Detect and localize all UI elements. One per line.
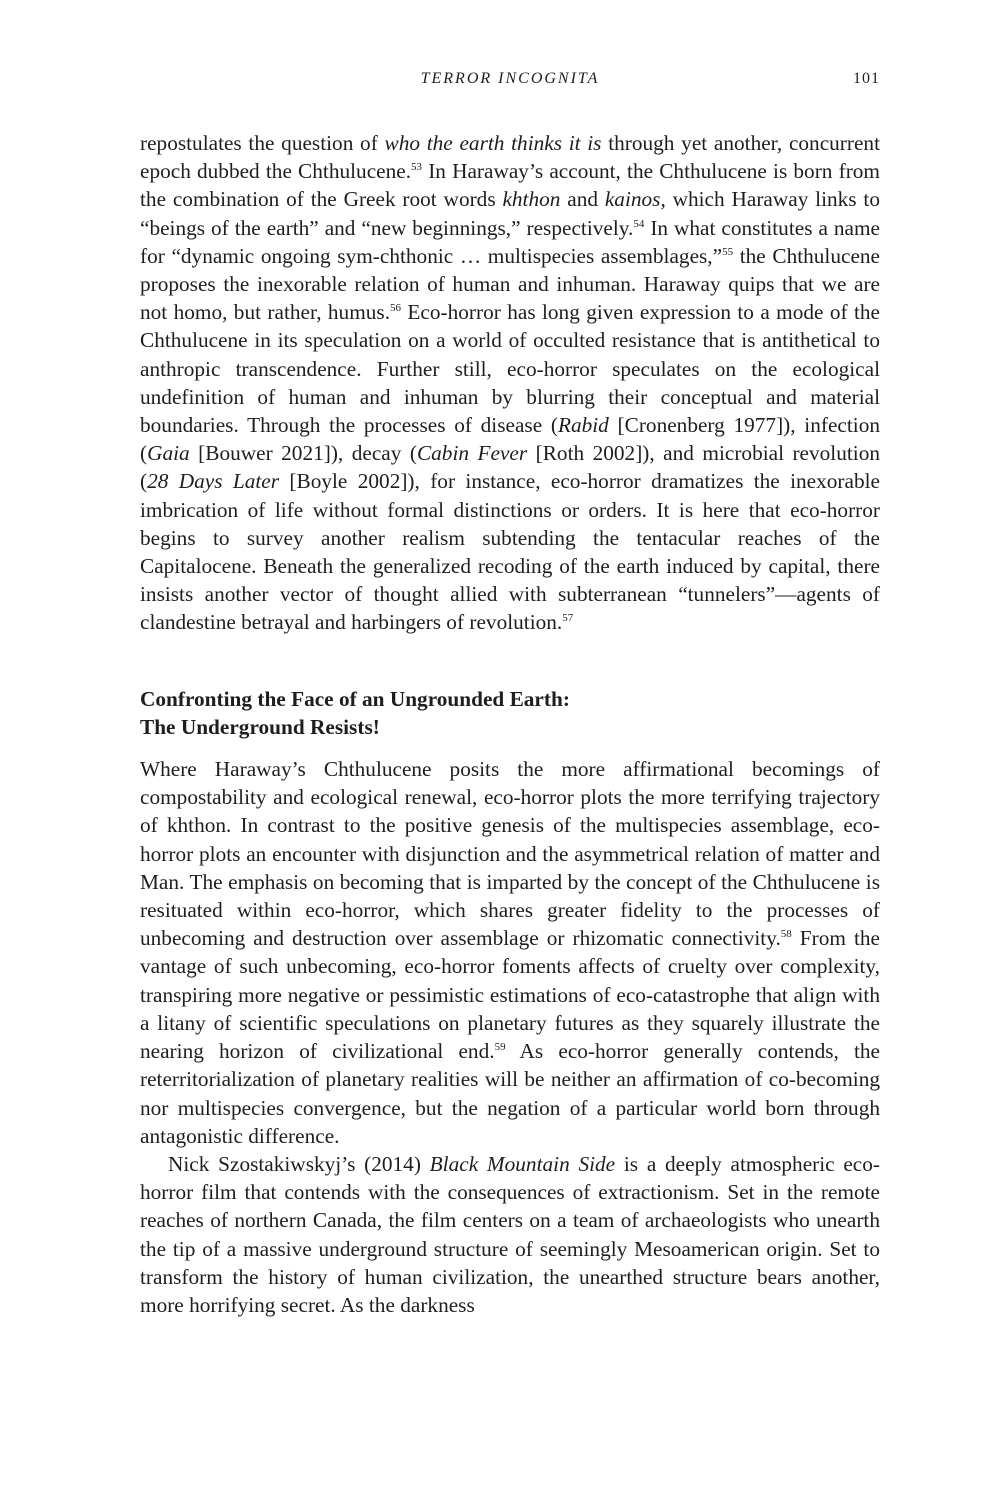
text-run: [Boyle 2002]), for instance, eco-horror dramatizes the inexorable imbrication of life without formal distinctions or orders. It is here that eco-horror begins to survey another realism subtending the tentacular reaches of the Capitalocene. Beneath the generalized recoding of the earth induced by capital, there insists another vector of thought allied with subterranean “tunnelers”—agents of clandestine betrayal and harbingers of revolution.	[140, 469, 880, 635]
text-run: In what constitutes a name for “dynamic ongoing sym-chthonic … multispecies assemblages,”	[140, 215, 880, 268]
footnote-marker: 57	[562, 612, 574, 625]
text-run: In Haraway’s account, the Chthulucene is born from the combination of the Greek root words	[140, 159, 880, 212]
italic-text: 28 Days Later	[147, 469, 280, 494]
paragraph	[140, 1150, 880, 1319]
text-run: and	[560, 187, 605, 212]
footnote-marker: 55	[722, 245, 734, 258]
text-run: through yet another, concurrent epoch dubbed the Chthulucene.	[140, 131, 880, 184]
running-title: TERROR INCOGNITA	[420, 70, 600, 87]
footnote-marker: 56	[390, 302, 402, 315]
text-run: As eco-horror generally contends, the reterritorialization of planetary realities will be neither an affirmation of co-becoming nor multispecies convergence, but the negation of a particular world born through antagonistic difference.	[140, 1039, 881, 1148]
footnote-marker: 53	[411, 161, 423, 174]
body-text	[140, 129, 880, 1319]
footnote-marker: 59	[494, 1041, 506, 1054]
text-run: Eco-horror has long given expression to a mode of the Chthulucene in its speculation on a world of occulted resistance that is antithetical to anthropic transcendence. Further still, eco-horror speculates on the ecological undefinition of human and inhuman by blurring their conceptual and material boundaries. Through the processes of disease (	[140, 300, 880, 438]
page-number: 101	[853, 70, 880, 87]
text-run: [Bouwer 2021]), decay (	[189, 441, 417, 466]
text-run: Where Haraway’s Chthulucene posits the more affirmational becomings of compostability and ecological renewal, eco-horror plots the more terrifying trajectory of khthon. In contrast to the positive genesis of the multispecies assemblage, eco-horror plots an encounter with disjunction and the asymmetrical relation of matter and Man. The emphasis on becoming that is imparted by the concept of the Chthulucene is resituated within eco-horror, which shares greater fidelity to the processes of unbecoming and destruction over assemblage or rhizomatic connectivity.	[140, 757, 880, 951]
text-run: repostulates the question of	[140, 131, 385, 155]
paragraph	[140, 755, 880, 1150]
section-heading-line-2: The Underground Resists!	[140, 714, 380, 739]
text-run: Nick Szostakiwskyj’s (2014)	[168, 1151, 430, 1176]
italic-text: Cabin Fever	[416, 441, 528, 466]
text-run: is a deeply atmospheric eco-horror film that contends with the consequences of extractionism. Set in the remote reaches of northern Canada, the film centers on a team of archaeologists who unearth the tip of a massive underground structure of seemingly Mesoamerican origin. Set to transform the history of human civilization, the unearthed structure bears another, more horrifying secret. As the darkness	[140, 1151, 880, 1317]
italic-text: Gaia	[147, 441, 190, 466]
footnote-marker: 58	[780, 928, 792, 941]
section-heading	[140, 685, 880, 741]
text-run: [Roth 2002]), and microbial revolution (	[140, 441, 881, 494]
text-run: the Chthulucene proposes the inexorable relation of human and inhuman. Haraway quips that we are not homo, but rather, humus.	[140, 243, 880, 325]
italic-text: kainos	[604, 187, 661, 212]
section-heading-line-1: Confronting the Face of an Ungrounded Earth:	[140, 686, 570, 711]
running-head	[140, 70, 880, 100]
text-run: [Cronenberg 1977]), infection (	[140, 413, 880, 466]
italic-text: khthon	[502, 187, 561, 212]
text-run: From the vantage of such unbecoming, eco-horror foments affects of cruelty over complexity, transpiring more negative or pessimistic estimations of eco-catastrophe that align with a litany of scientific speculations on planetary futures as they squarely illustrate the nearing horizon of civilizational end.	[140, 926, 880, 1064]
paragraph	[140, 129, 880, 637]
italic-text: Rabid	[557, 413, 609, 438]
footnote-marker: 54	[633, 217, 645, 230]
text-run: , which Haraway links to “beings of the earth” and “new beginnings,” respectively.	[140, 187, 880, 240]
italic-text: Black Mountain Side	[429, 1151, 616, 1176]
italic-text: who the earth thinks it is	[384, 131, 602, 155]
